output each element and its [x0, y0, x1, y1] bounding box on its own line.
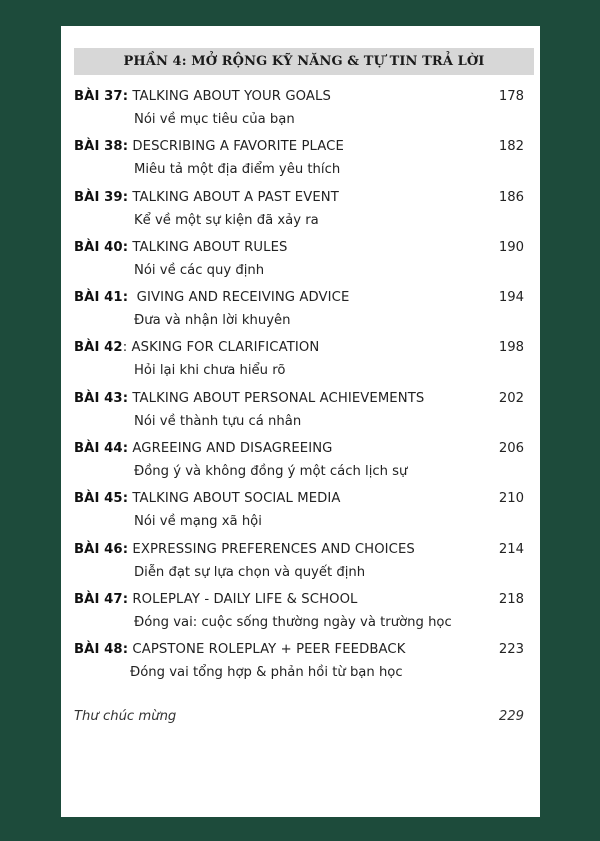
lesson-number: BÀI 43: [74, 390, 129, 406]
page-number: 206 [498, 441, 524, 457]
lesson-title: CAPSTONE ROLEPLAY + PEER FEEDBACK [128, 642, 406, 658]
lesson-title: TALKING ABOUT A PAST EVENT [128, 189, 339, 205]
lesson-title: AGREEING AND DISAGREEING [128, 441, 333, 457]
lesson-number: BÀI 46: [74, 541, 129, 557]
lesson-number: BÀI 45: [74, 491, 129, 507]
lesson-subtitle: Hỏi lại khi chưa hiểu rõ [134, 363, 286, 379]
lesson-subtitle: Đóng vai: cuộc sống thường ngày và trường học [134, 614, 452, 630]
lesson-number: BÀI 41: [74, 290, 129, 306]
toc-entry-39[interactable] [74, 190, 524, 240]
toc-entry-47[interactable] [74, 592, 524, 642]
lesson-number: BÀI 44: [74, 441, 129, 457]
lesson-subtitle: Diễn đạt sự lựa chọn và quyết định [134, 564, 366, 580]
lesson-subtitle: Miêu tả một địa điểm yêu thích [134, 162, 341, 178]
page-number: 182 [498, 139, 524, 155]
lesson-subtitle: Đưa và nhận lời khuyên [134, 313, 291, 329]
page-number: 218 [498, 591, 524, 607]
lesson-title: TALKING ABOUT RULES [128, 239, 288, 255]
lesson-title: DESCRIBING A FAVORITE PLACE [128, 139, 344, 155]
page-number: 214 [498, 541, 524, 557]
toc-entry-46[interactable] [74, 542, 524, 592]
page-number: 223 [498, 642, 524, 658]
lesson-title: TALKING ABOUT YOUR GOALS [128, 89, 331, 104]
lesson-number: BÀI 39: [74, 189, 129, 205]
lesson-subtitle: Đóng vai tổng hợp & phản hồi từ bạn học [130, 665, 403, 681]
page-number: 202 [498, 390, 524, 406]
toc-entry-38[interactable] [74, 139, 524, 189]
lesson-title: TALKING ABOUT SOCIAL MEDIA [128, 491, 341, 507]
toc-entry-45[interactable] [74, 491, 524, 541]
lesson-number: BÀI 42 [74, 340, 123, 356]
lesson-number: BÀI 47: [74, 591, 129, 607]
toc-entry-44[interactable] [74, 441, 524, 491]
lesson-number: BÀI 38: [74, 139, 129, 155]
toc-page [61, 26, 540, 817]
lesson-title: GIVING AND RECEIVING ADVICE [128, 290, 350, 306]
page-number: 229 [498, 709, 524, 724]
toc-entry-40[interactable] [74, 240, 524, 290]
lesson-title: TALKING ABOUT PERSONAL ACHIEVEMENTS [128, 390, 425, 406]
table-of-contents [74, 89, 524, 693]
lesson-subtitle: Nói về mạng xã hội [134, 514, 262, 530]
page-number: 178 [498, 89, 524, 104]
lesson-subtitle: Kể về một sự kiện đã xảy ra [134, 212, 319, 228]
page-number: 198 [498, 340, 524, 356]
closing-title: Thư chúc mừng [74, 709, 177, 724]
page-number: 186 [498, 189, 524, 205]
page-number: 190 [498, 239, 524, 255]
lesson-subtitle: Nói về thành tựu cá nhân [134, 413, 302, 429]
toc-entry-41[interactable] [74, 290, 524, 340]
lesson-number: BÀI 37: [74, 89, 129, 104]
page-number: 210 [498, 491, 524, 507]
toc-entry-37[interactable] [74, 89, 524, 139]
toc-entry-48[interactable] [74, 642, 524, 692]
lesson-subtitle: Nói về mục tiêu của bạn [134, 112, 295, 127]
lesson-title: ROLEPLAY - DAILY LIFE & SCHOOL [128, 591, 358, 607]
toc-entry-42[interactable] [74, 340, 524, 390]
lesson-number: BÀI 48: [74, 642, 129, 658]
lesson-subtitle: Nói về các quy định [134, 262, 265, 278]
lesson-subtitle: Đồng ý và không đồng ý một cách lịch sự [134, 464, 408, 480]
toc-entry-congratulations[interactable] [74, 709, 524, 724]
section-title: PHẦN 4: MỞ RỘNG KỸ NĂNG & TỰ TIN TRẢ LỜI [74, 48, 534, 75]
lesson-title: : ASKING FOR CLARIFICATION [122, 340, 320, 356]
page-number: 194 [498, 290, 524, 306]
toc-entry-43[interactable] [74, 391, 524, 441]
lesson-title: EXPRESSING PREFERENCES AND CHOICES [128, 541, 415, 557]
lesson-number: BÀI 40: [74, 239, 129, 255]
